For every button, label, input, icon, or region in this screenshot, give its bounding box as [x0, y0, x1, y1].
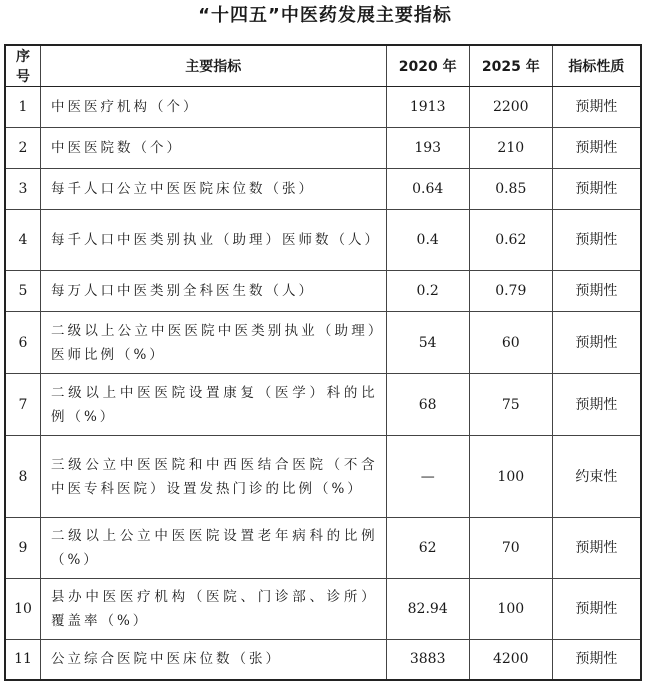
cell-no: 3 — [5, 169, 40, 210]
cell-2025: 100 — [469, 436, 552, 518]
cell-indicator: 二级以上公立中医医院设置老年病科的比例（%） — [40, 518, 386, 579]
cell-no: 11 — [5, 640, 40, 680]
cell-indicator: 县办中医医疗机构（医院、门诊部、诊所）覆盖率（%） — [40, 579, 386, 640]
cell-property: 预期性 — [552, 271, 641, 312]
cell-no: 8 — [5, 436, 40, 518]
cell-property: 预期性 — [552, 210, 641, 271]
table-row — [5, 128, 641, 169]
cell-no: 10 — [5, 579, 40, 640]
table-row — [5, 436, 641, 518]
cell-2020: 0.64 — [386, 169, 469, 210]
cell-2025: 75 — [469, 374, 552, 436]
header-no: 序号 — [5, 45, 40, 87]
cell-2025: 0.62 — [469, 210, 552, 271]
cell-2020: 68 — [386, 374, 469, 436]
cell-property: 预期性 — [552, 518, 641, 579]
cell-indicator: 每千人口公立中医医院床位数（张） — [40, 169, 386, 210]
header-2025: 2025 年 — [469, 45, 552, 87]
cell-2025: 2200 — [469, 87, 552, 128]
indicators-table — [4, 44, 642, 681]
cell-property: 预期性 — [552, 169, 641, 210]
cell-indicator: 公立综合医院中医床位数（张） — [40, 640, 386, 680]
cell-property: 预期性 — [552, 128, 641, 169]
cell-2020: 3883 — [386, 640, 469, 680]
cell-2020: 193 — [386, 128, 469, 169]
table-row — [5, 87, 641, 128]
header-property: 指标性质 — [552, 45, 641, 87]
header-indicator: 主要指标 — [40, 45, 386, 87]
cell-property: 约束性 — [552, 436, 641, 518]
cell-no: 2 — [5, 128, 40, 169]
cell-indicator: 每千人口中医类别执业（助理）医师数（人） — [40, 210, 386, 271]
table-header-row — [5, 45, 641, 87]
cell-2020: 62 — [386, 518, 469, 579]
table-row — [5, 271, 641, 312]
table-row — [5, 312, 641, 374]
cell-2025: 70 — [469, 518, 552, 579]
table-row — [5, 579, 641, 640]
cell-property: 预期性 — [552, 87, 641, 128]
table-row — [5, 640, 641, 680]
cell-no: 1 — [5, 87, 40, 128]
cell-2020: 0.2 — [386, 271, 469, 312]
table-row — [5, 374, 641, 436]
cell-2020: 0.4 — [386, 210, 469, 271]
cell-property: 预期性 — [552, 312, 641, 374]
cell-property: 预期性 — [552, 640, 641, 680]
cell-indicator: 二级以上公立中医医院中医类别执业（助理）医师比例（%） — [40, 312, 386, 374]
cell-2020: 82.94 — [386, 579, 469, 640]
cell-2025: 4200 — [469, 640, 552, 680]
cell-indicator: 中医医院数（个） — [40, 128, 386, 169]
cell-no: 6 — [5, 312, 40, 374]
cell-2020: 54 — [386, 312, 469, 374]
table-row — [5, 518, 641, 579]
cell-2025: 0.79 — [469, 271, 552, 312]
page-title: “十四五”中医药发展主要指标 — [198, 5, 452, 26]
cell-indicator: 中医医疗机构（个） — [40, 87, 386, 128]
cell-no: 4 — [5, 210, 40, 271]
cell-indicator: 每万人口中医类别全科医生数（人） — [40, 271, 386, 312]
cell-2025: 0.85 — [469, 169, 552, 210]
cell-2025: 100 — [469, 579, 552, 640]
cell-2025: 210 — [469, 128, 552, 169]
table-row — [5, 169, 641, 210]
cell-no: 7 — [5, 374, 40, 436]
cell-2020: — — [386, 436, 469, 518]
cell-property: 预期性 — [552, 579, 641, 640]
cell-2025: 60 — [469, 312, 552, 374]
table-row — [5, 210, 641, 271]
cell-indicator: 二级以上中医医院设置康复（医学）科的比例（%） — [40, 374, 386, 436]
cell-indicator: 三级公立中医医院和中西医结合医院（不含中医专科医院）设置发热门诊的比例（%） — [40, 436, 386, 518]
header-2020: 2020 年 — [386, 45, 469, 87]
cell-no: 9 — [5, 518, 40, 579]
cell-property: 预期性 — [552, 374, 641, 436]
cell-no: 5 — [5, 271, 40, 312]
cell-2020: 1913 — [386, 87, 469, 128]
